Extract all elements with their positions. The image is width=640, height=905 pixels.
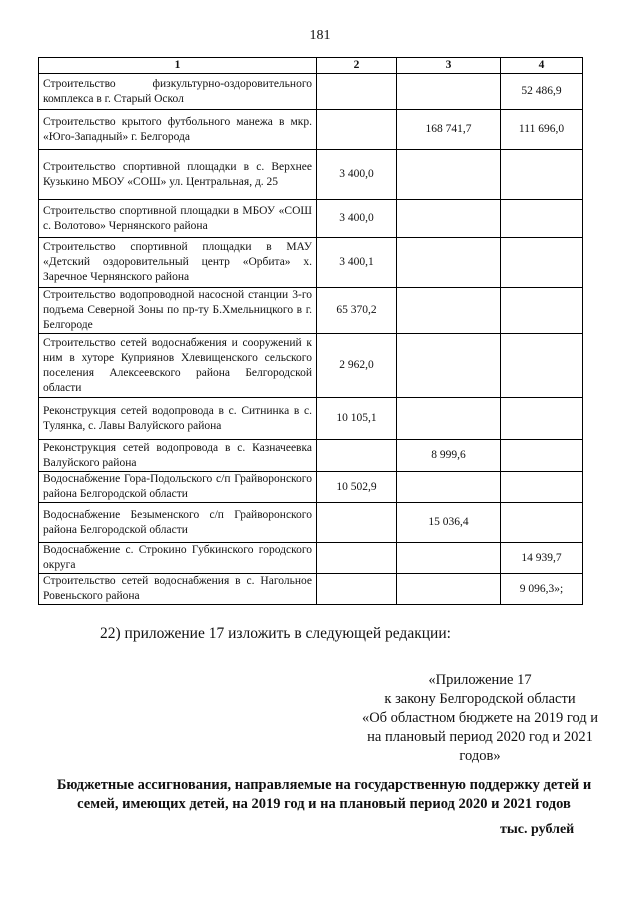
column-header: 3 bbox=[397, 58, 501, 74]
section-heading bbox=[44, 776, 604, 814]
cell-value: 9 096,3»; bbox=[501, 574, 583, 605]
cell-value: 111 696,0 bbox=[501, 110, 583, 150]
cell-value bbox=[397, 238, 501, 288]
row-description: Строительство крытого футбольного манежа в мкр. «Юго-Западный» г. Белгорода bbox=[39, 110, 317, 150]
cell-value bbox=[501, 288, 583, 334]
row-description: Водоснабжение с. Строкино Губкинского городского округа bbox=[39, 543, 317, 574]
table-row bbox=[39, 398, 583, 440]
cell-value: 3 400,0 bbox=[317, 200, 397, 238]
row-description: Строительство водопроводной насосной станции 3-го подъема Северной Зоны по пр-ту Б.Хмельницкого в г. Белгороде bbox=[39, 288, 317, 334]
row-description: Водоснабжение Безыменского с/п Грайворонского района Белгородской области bbox=[39, 503, 317, 543]
cell-value bbox=[501, 503, 583, 543]
row-description: Строительство сетей водоснабжения и сооружений к ним в хуторе Куприянов Хлевищенского сельского поселения Алексеевского района Белгородской области bbox=[39, 334, 317, 398]
cell-value bbox=[317, 440, 397, 472]
column-header: 1 bbox=[39, 58, 317, 74]
appendix-line: «Об областном бюджете на 2019 год и bbox=[361, 710, 599, 726]
table-row bbox=[39, 334, 583, 398]
table-row bbox=[39, 238, 583, 288]
cell-value: 52 486,9 bbox=[501, 74, 583, 110]
cell-value bbox=[397, 334, 501, 398]
cell-value: 3 400,1 bbox=[317, 238, 397, 288]
cell-value: 2 962,0 bbox=[317, 334, 397, 398]
row-description: Водоснабжение Гора-Подольского с/п Грайворонского района Белгородской области bbox=[39, 472, 317, 503]
cell-value: 168 741,7 bbox=[397, 110, 501, 150]
cell-value bbox=[317, 574, 397, 605]
cell-value bbox=[501, 238, 583, 288]
table-row bbox=[39, 150, 583, 200]
appendix-line: к закону Белгородской области bbox=[384, 691, 576, 707]
table-row bbox=[39, 440, 583, 472]
row-description: Строительство спортивной площадки в с. Верхнее Кузькино МБОУ «СОШ» ул. Центральная, д. 25 bbox=[39, 150, 317, 200]
cell-value: 8 999,6 bbox=[397, 440, 501, 472]
cell-value bbox=[317, 110, 397, 150]
cell-value bbox=[397, 398, 501, 440]
cell-value bbox=[501, 334, 583, 398]
cell-value: 14 939,7 bbox=[501, 543, 583, 574]
cell-value bbox=[397, 543, 501, 574]
appendix-line: «Приложение 17 bbox=[428, 672, 532, 688]
column-header: 4 bbox=[501, 58, 583, 74]
table-row bbox=[39, 110, 583, 150]
table-row bbox=[39, 543, 583, 574]
table-row bbox=[39, 288, 583, 334]
cell-value bbox=[317, 503, 397, 543]
row-description: Строительство физкультурно-оздоровительного комплекса в г. Старый Оскол bbox=[39, 74, 317, 110]
page-number: 181 bbox=[309, 28, 331, 43]
heading-line: Бюджетные ассигнования, направляемые на государственную поддержку детей и bbox=[56, 777, 592, 793]
table-row bbox=[39, 74, 583, 110]
units-label: тыс. рублей bbox=[500, 822, 575, 837]
row-description: Строительство спортивной площадки в МБОУ «СОШ с. Волотово» Чернянского района bbox=[39, 200, 317, 238]
appendix-line: годов» bbox=[459, 748, 501, 764]
row-description: Реконструкция сетей водопровода в с. Казначеевка Валуйского района bbox=[39, 440, 317, 472]
budget-table bbox=[38, 57, 583, 605]
cell-value bbox=[501, 150, 583, 200]
cell-value: 65 370,2 bbox=[317, 288, 397, 334]
table-row bbox=[39, 200, 583, 238]
table-row bbox=[39, 574, 583, 605]
table-row bbox=[39, 503, 583, 543]
row-description: Реконструкция сетей водопровода в с. Ситнинка в с. Тулянка, с. Лавы Валуйского района bbox=[39, 398, 317, 440]
cell-value bbox=[317, 543, 397, 574]
cell-value: 3 400,0 bbox=[317, 150, 397, 200]
cell-value bbox=[397, 150, 501, 200]
row-description: Строительство сетей водоснабжения в с. Нагольное Ровеньского района bbox=[39, 574, 317, 605]
cell-value bbox=[317, 74, 397, 110]
appendix-line: на плановый период 2020 год и 2021 bbox=[367, 729, 593, 745]
cell-value bbox=[397, 74, 501, 110]
row-description: Строительство спортивной площадки в МАУ «Детский оздоровительный центр «Орбита» х. Заречное Чернянского района bbox=[39, 238, 317, 288]
cell-value bbox=[397, 200, 501, 238]
cell-value bbox=[501, 440, 583, 472]
cell-value bbox=[501, 472, 583, 503]
cell-value bbox=[501, 200, 583, 238]
cell-value: 10 105,1 bbox=[317, 398, 397, 440]
appendix-reference bbox=[340, 671, 620, 766]
cell-value bbox=[397, 472, 501, 503]
table-header-row bbox=[39, 58, 583, 74]
cell-value: 10 502,9 bbox=[317, 472, 397, 503]
cell-value bbox=[397, 574, 501, 605]
cell-value: 15 036,4 bbox=[397, 503, 501, 543]
cell-value bbox=[501, 398, 583, 440]
heading-line: семей, имеющих детей, на 2019 год и на плановый период 2020 и 2021 годов bbox=[77, 796, 571, 812]
amendment-paragraph: 22) приложение 17 изложить в следующей редакции: bbox=[100, 625, 451, 642]
column-header: 2 bbox=[317, 58, 397, 74]
cell-value bbox=[397, 288, 501, 334]
table-row bbox=[39, 472, 583, 503]
